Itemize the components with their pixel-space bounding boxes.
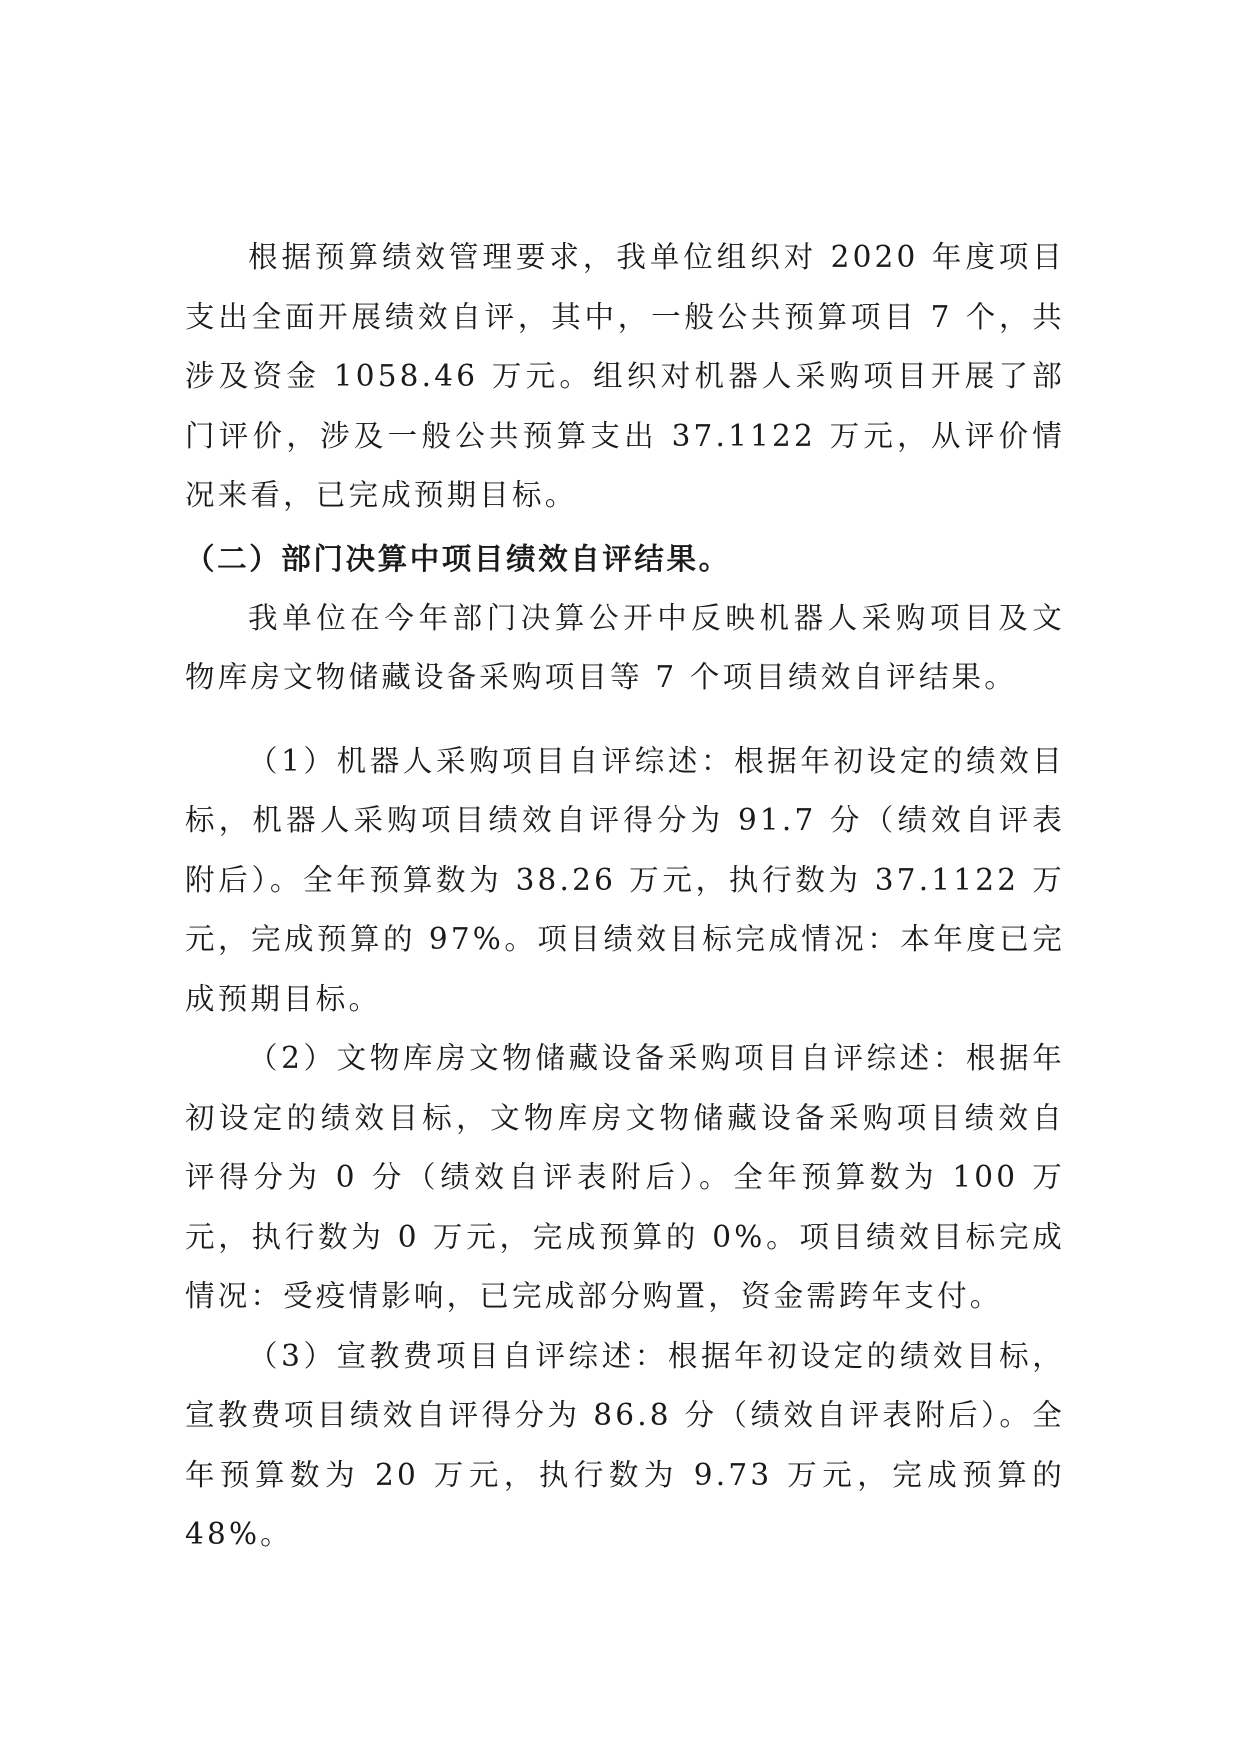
document-body [185,228,1065,1565]
item-1-paragraph: （1）机器人采购项目自评综述：根据年初设定的绩效目标，机器人采购项目绩效自评得分为 91.7 分（绩效自评表附后）。全年预算数为 38.26 万元，执行数为 37.1122 万元，完成预算的 97%。项目绩效目标完成情况：本年度已完成预期目标。 [185,743,1065,1016]
section-heading: （二）部门决算中项目绩效自评结果。 [185,541,731,576]
section-intro-paragraph: 我单位在今年部门决算公开中反映机器人采购项目及文物库房文物储藏设备采购项目等 7 个项目绩效自评结果。 [185,600,1065,694]
intro-paragraph: 根据预算绩效管理要求，我单位组织对 2020 年度项目支出全面开展绩效自评，其中，一般公共预算项目 7 个，共涉及资金 1058.46 万元。组织对机器人采购项目开展了部门评价，涉及一般公共预算支出 37.1122 万元，从评价情况来看，已完成预期目标。 [185,240,1065,512]
item-2-paragraph: （2）文物库房文物储藏设备采购项目自评综述：根据年初设定的绩效目标，文物库房文物储藏设备采购项目绩效自评得分为 0 分（绩效自评表附后）。全年预算数为 100 万元，执行数为 0 万元，完成预算的 0%。项目绩效目标完成情况：受疫情影响，已完成部分购置，资金需跨年支付。 [185,1041,1065,1313]
item-3-paragraph: （3）宣教费项目自评综述：根据年初设定的绩效目标，宣教费项目绩效自评得分为 86.8 分（绩效自评表附后）。全年预算数为 20 万元，执行数为 9.73 万元，完成预算的 48%。 [185,1338,1065,1551]
